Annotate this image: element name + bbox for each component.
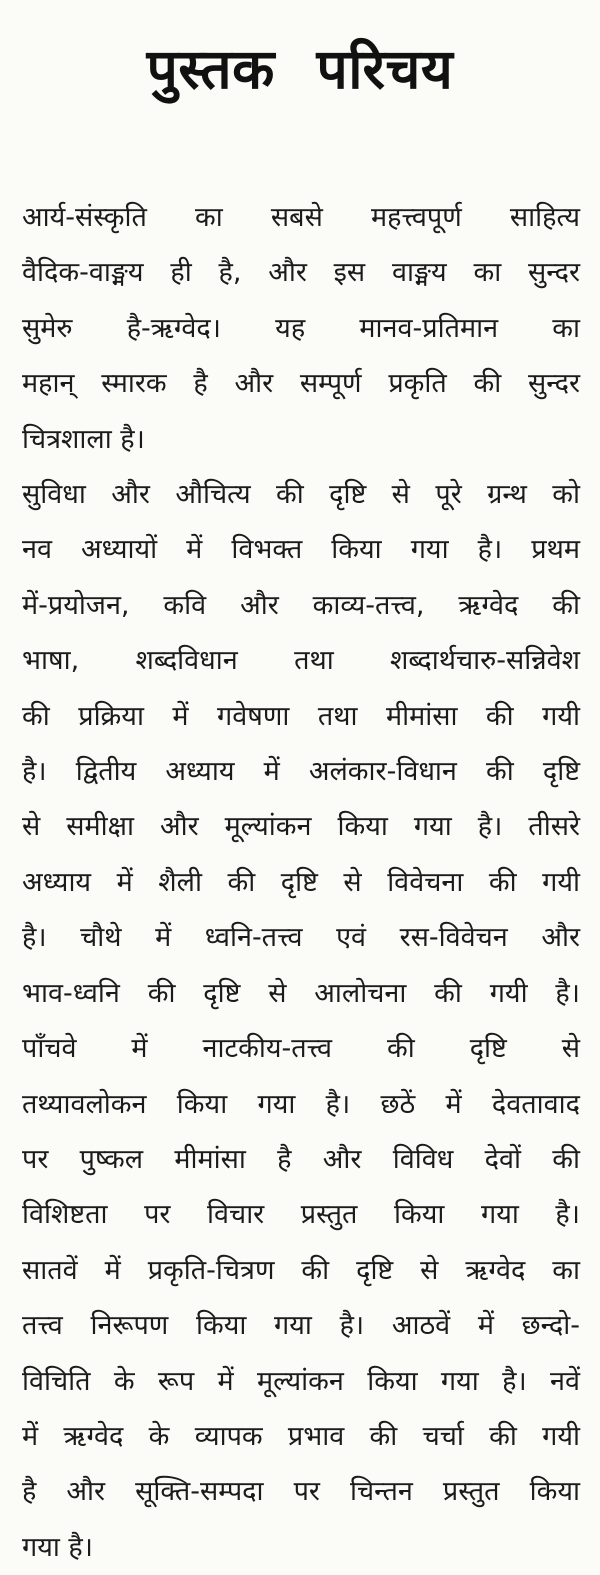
text-line: है और सूक्ति-सम्पदा पर चिन्तन प्रस्तुत किया (22, 1476, 580, 1508)
text-line: आर्य-संस्कृति का सबसे महत्त्वपूर्ण साहित्य (22, 202, 580, 233)
text-line: पर पुष्कल मीमांसा है और विविध देवों की (22, 1143, 580, 1175)
text-line: में ऋग्वेद के व्यापक प्रभाव की चर्चा की गयी (22, 1420, 580, 1452)
text-line: सातवें में प्रकृति-चित्रण की दृष्टि से ऋग्वेद का (22, 1254, 580, 1286)
text-line: भाव-ध्वनि की दृष्टि से आलोचना की गयी है। (22, 977, 580, 1009)
text-line: नव अध्यायों में विभक्त किया गया है। प्रथम (22, 534, 580, 566)
text-line: महान् स्मारक है और सम्पूर्ण प्रकृति की सुन्दर (22, 368, 580, 400)
text-line: सुविधा और औचित्य की दृष्टि से पूरे ग्रन्थ को (22, 479, 580, 511)
text-line: सुमेरु है-ऋग्वेद। यह मानव-प्रतिमान का (22, 312, 580, 344)
text-line: से समीक्षा और मूल्यांकन किया गया है। तीसरे (22, 811, 580, 843)
text-line: भाषा, शब्दविधान तथा शब्दार्थचारु-सन्निवेश (22, 645, 580, 677)
text-line: वैदिक-वाङ्मय ही है, और इस वाङ्मय का सुन्दर (22, 257, 580, 289)
text-line: चित्रशाला है। (22, 423, 145, 455)
text-line: गया है। (22, 1531, 94, 1563)
text-line: पाँचवे में नाटकीय-तत्त्व की दृष्टि से (22, 1033, 580, 1065)
body-text (22, 190, 580, 1575)
text-line: की प्रक्रिया में गवेषणा तथा मीमांसा की गयी (22, 700, 580, 732)
text-line: विशिष्टता पर विचार प्रस्तुत किया गया है। (22, 1199, 580, 1231)
paragraph (22, 467, 580, 1575)
text-line: में-प्रयोजन, कवि और काव्य-तत्त्व, ऋग्वेद की (22, 589, 580, 621)
text-line: अध्याय में शैली की दृष्टि से विवेचना की गयी (22, 866, 580, 898)
paragraph (22, 190, 580, 467)
text-line: विचिति के रूप में मूल्यांकन किया गया है। नवें (22, 1365, 580, 1397)
page-title: पुस्तक परिचय (146, 36, 454, 101)
text-line: तत्त्व निरूपण किया गया है। आठवें में छन्दो- (22, 1310, 580, 1342)
text-line: तथ्यावलोकन किया गया है। छठें में देवतावाद (22, 1088, 580, 1120)
text-line: है। द्वितीय अध्याय में अलंकार-विधान की दृष्टि (22, 756, 580, 788)
text-line: है। चौथे में ध्वनि-तत्त्व एवं रस-विवेचन और (22, 922, 580, 954)
